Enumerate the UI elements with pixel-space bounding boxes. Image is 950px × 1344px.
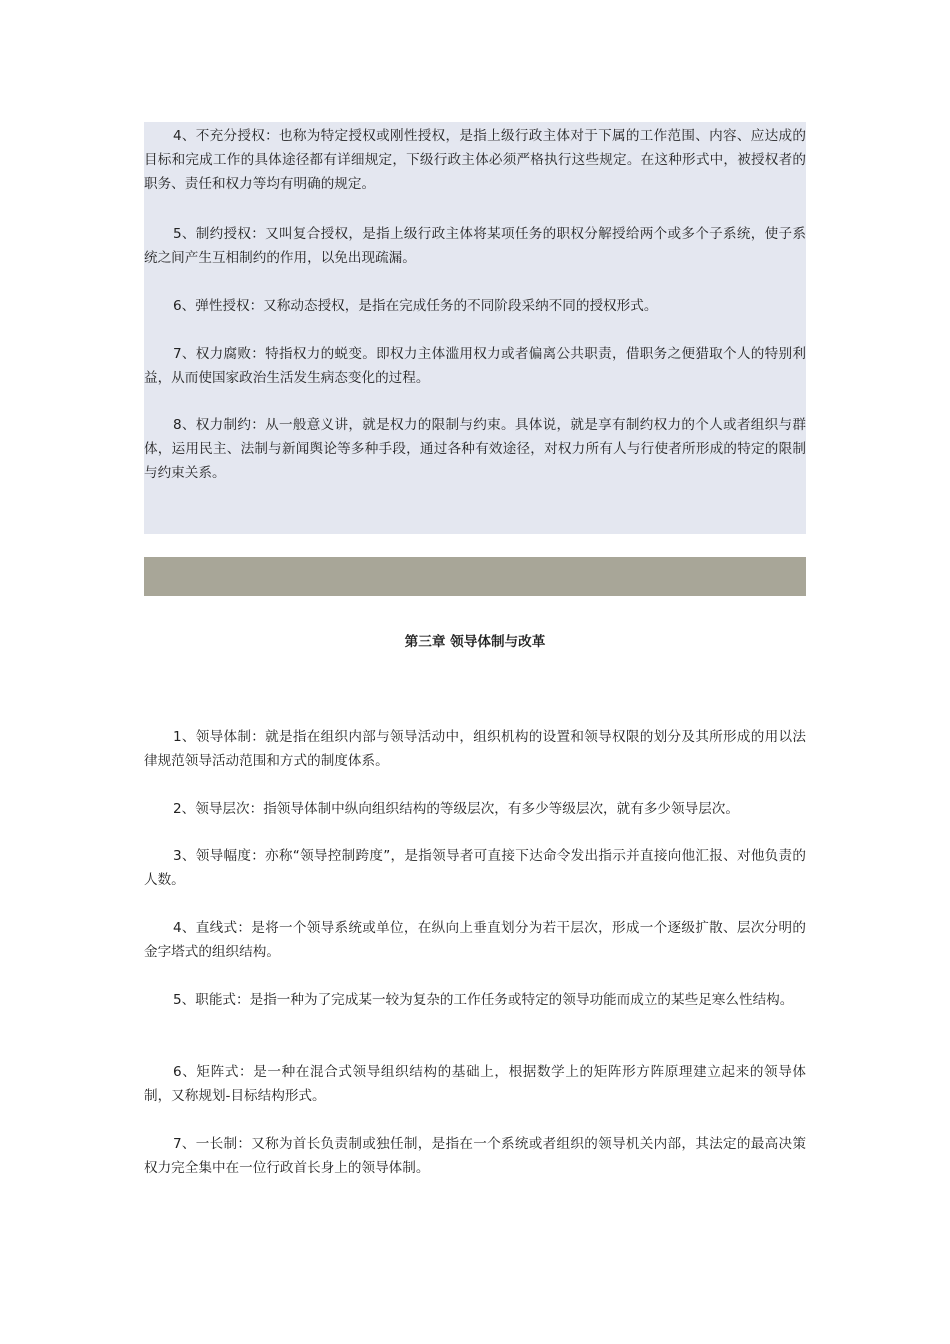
paragraph-single-head-system: 7、一长制：又称为首长负责制或独任制，是指在一个系统或者组织的领导机关内部，其法定的最高决策权力完全集中在一位行政首长身上的领导体制。	[144, 1136, 806, 1176]
section-divider-band	[144, 557, 806, 596]
paragraph-matrix-structure: 6、矩阵式：是一种在混合式领导组织结构的基础上，根据数学上的矩阵形方阵原理建立起来的领导体制，又称规划-目标结构形式。	[144, 1064, 806, 1104]
paragraph-functional-structure: 5、职能式：是指一种为了完成某一较为复杂的工作任务或特定的领导功能而成立的某些足寒么性结构。	[173, 992, 794, 1008]
paragraph-power-corruption: 7、权力腐败：特指权力的蜕变。即权力主体滥用权力或者偏离公共职责，借职务之便猎取个人的特别利益，从而使国家政治生活发生病态变化的过程。	[144, 346, 806, 386]
paragraph-power-restriction: 8、权力制约：从一般意义讲，就是权力的限制与约束。具体说，就是享有制约权力的个人或者组织与群体，运用民主、法制与新闻舆论等多种手段，通过各种有效途径，对权力所有人与行使者所形成的特定的限制与约束关系。	[144, 417, 806, 481]
paragraph-restrictive-authorization: 5、制约授权：又叫复合授权，是指上级行政主体将某项任务的职权分解授给两个或多个子系统，使子系统之间产生互相制约的作用，以免出现疏漏。	[144, 226, 806, 266]
paragraph-leadership-system: 1、领导体制：就是指在组织内部与领导活动中，组织机构的设置和领导权限的划分及其所形成的用以法律规范领导活动范围和方式的制度体系。	[144, 729, 806, 769]
paragraph-leadership-levels: 2、领导层次：指领导体制中纵向组织结构的等级层次，有多少等级层次，就有多少领导层次。	[173, 801, 739, 817]
paragraph-line-structure: 4、直线式：是将一个领导系统或单位，在纵向上垂直划分为若干层次，形成一个逐级扩散、层次分明的金字塔式的组织结构。	[144, 920, 806, 960]
chapter-title: 第三章 领导体制与改革	[404, 634, 546, 650]
paragraph-leadership-span: 3、领导幅度：亦称“领导控制跨度”，是指领导者可直接下达命令发出指示并直接向他汇报、对他负责的人数。	[144, 848, 806, 888]
paragraph-flexible-authorization: 6、弹性授权：又称动态授权，是指在完成任务的不同阶段采纳不同的授权形式。	[173, 298, 658, 314]
paragraph-insufficient-authorization: 4、不充分授权：也称为特定授权或刚性授权，是指上级行政主体对于下属的工作范围、内容、应达成的目标和完成工作的具体途径都有详细规定，下级行政主体必须严格执行这些规定。在这种形式中，被授权者的职务、责任和权力等均有明确的规定。	[144, 128, 806, 192]
